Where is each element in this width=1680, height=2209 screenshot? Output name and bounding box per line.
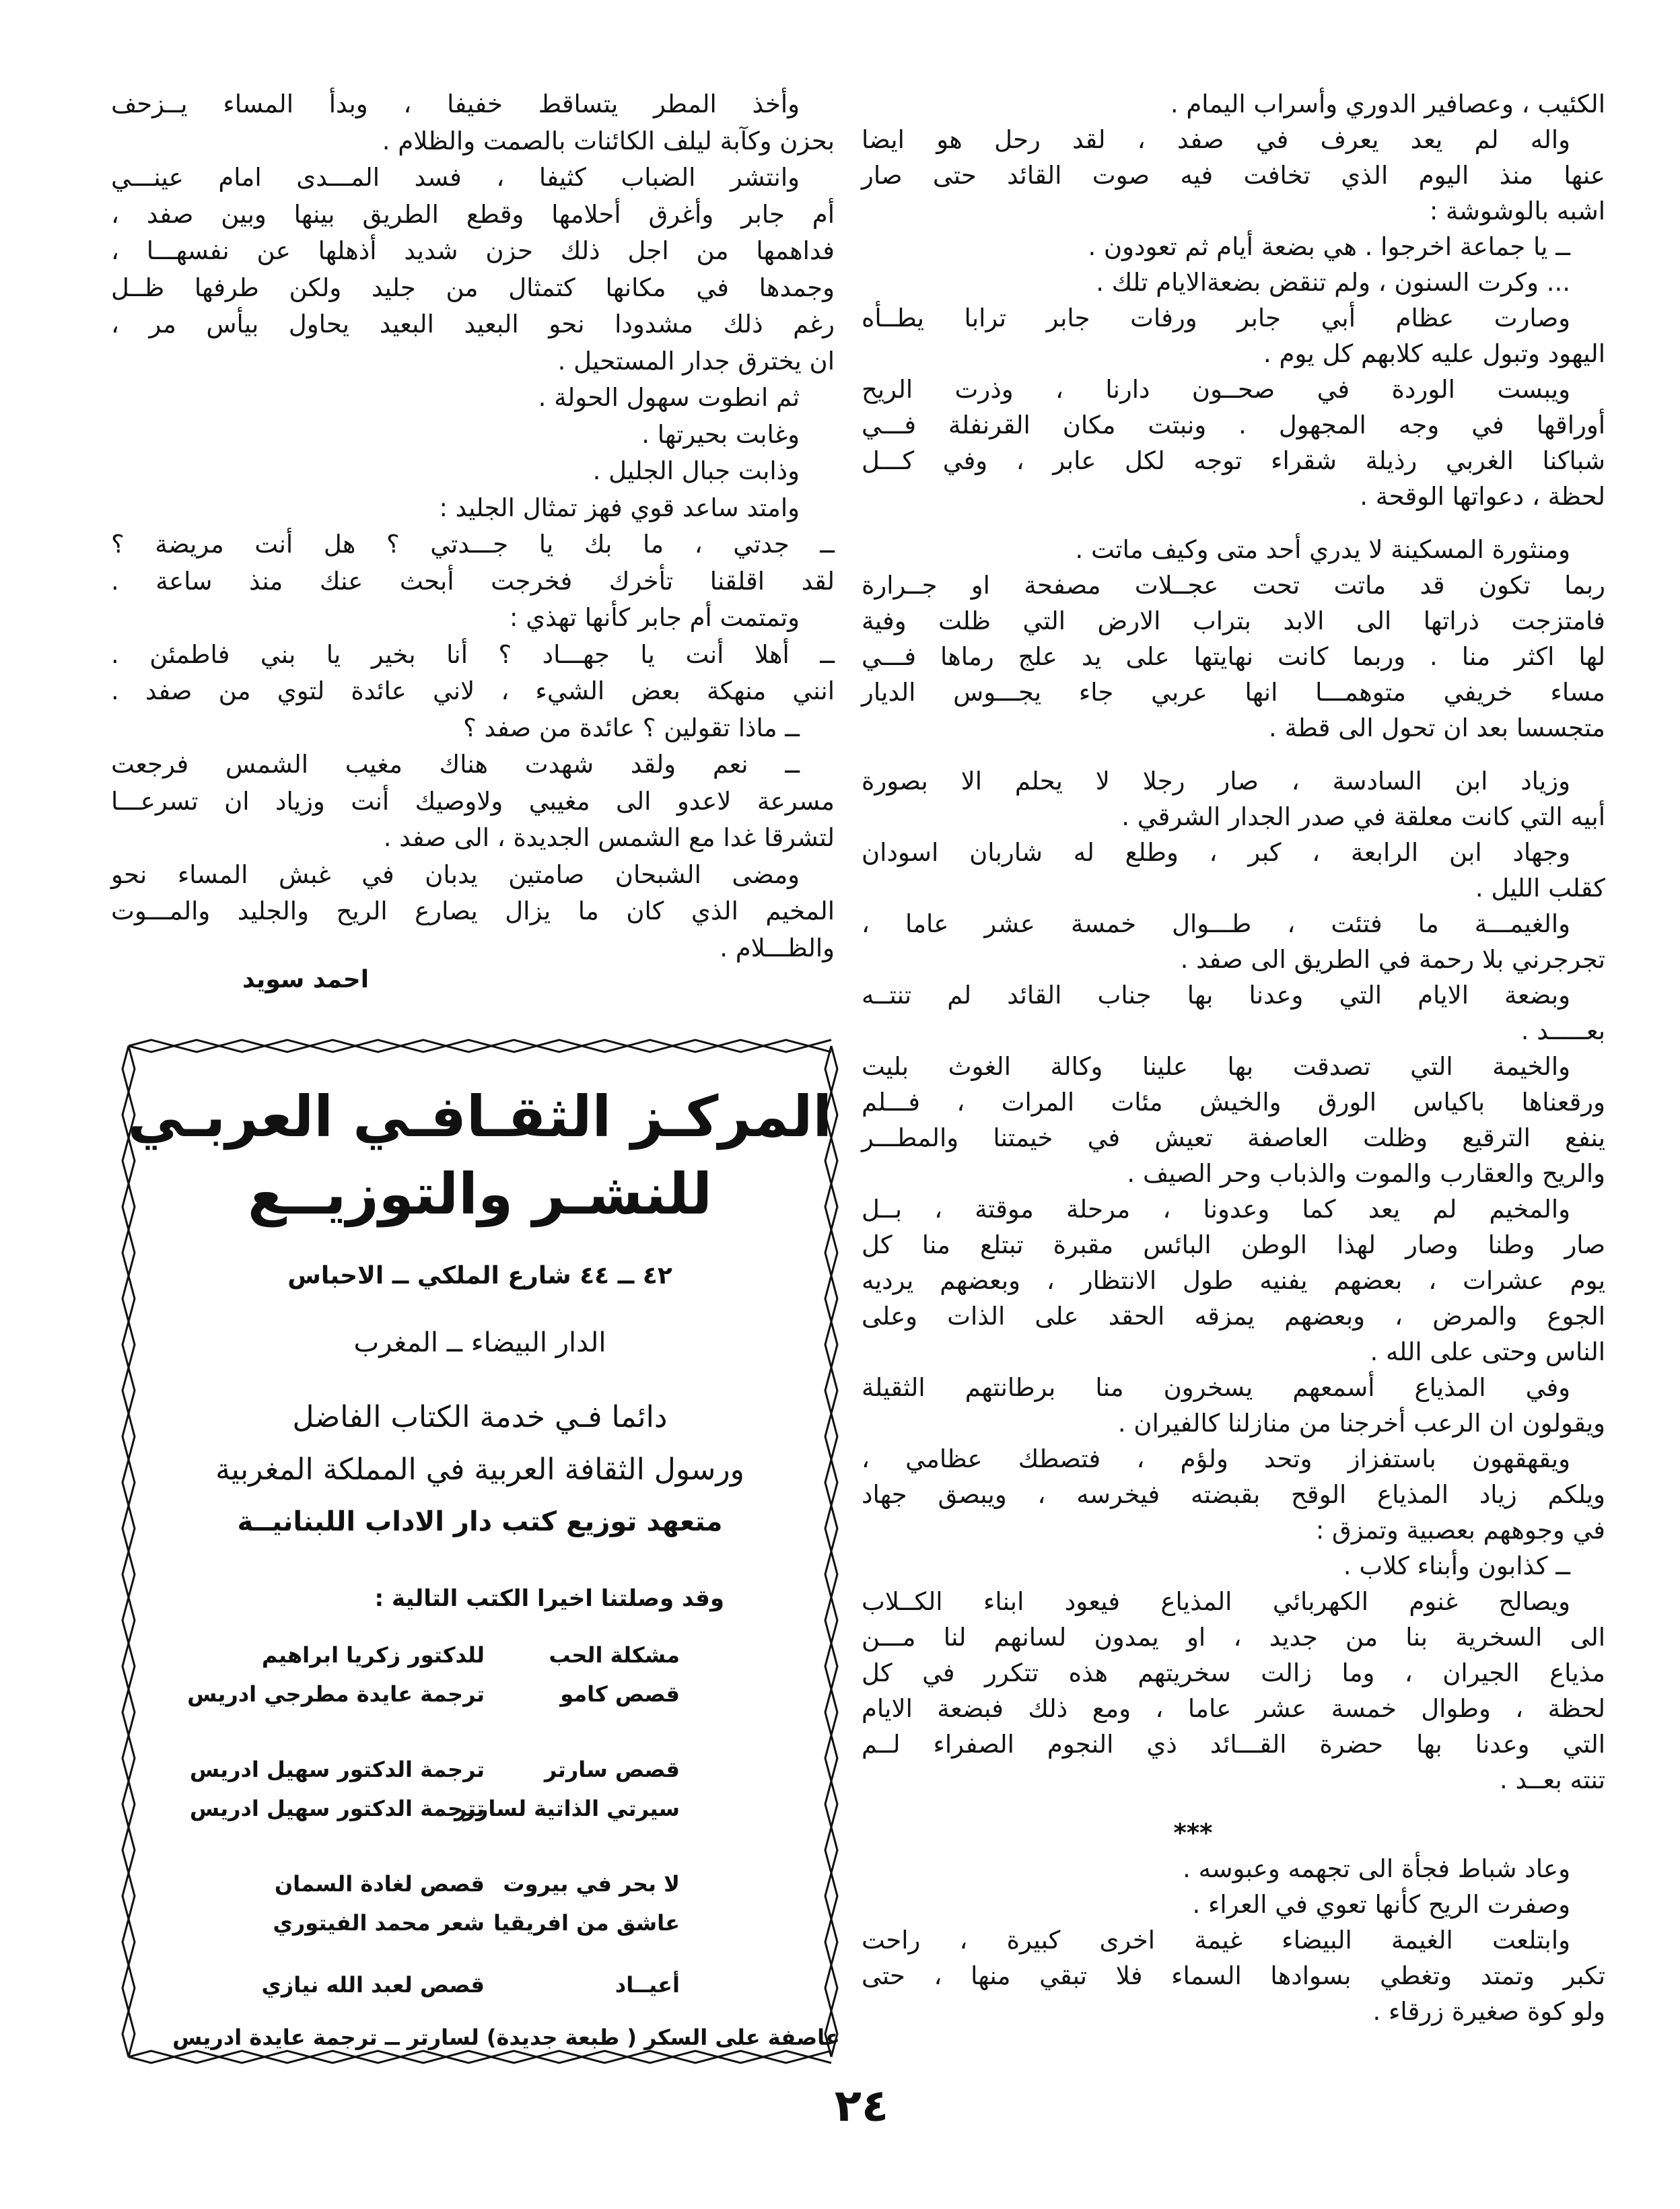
text-line: لتشرقا غدا مع الشمس الجديدة ، الى صفد . [383,823,835,852]
ad-slogan-2: ورسول الثقافة العربية في المملكة المغربية [215,1452,744,1487]
text-line: عنها منذ اليوم الذي تخافت فيه صوت القائد حتى صار [862,161,1605,190]
book-title: لا بحر في بيروت [503,1871,680,1897]
text-line: ــ كذابون وأبناء كلاب . [1343,1551,1570,1580]
book-author: شعر محمد الفيتوري [273,1910,485,1936]
text-line: المخيم الذي كان ما يزال يصارع الريح والجليد والمـــوت [111,897,835,925]
text-line: ويلكم زياد المذياع الوقح بقبضته فيخرسه ، ويبصق جهاد [862,1480,1605,1509]
text-line: ولو كوة صغيرة زرقاء . [1372,1997,1605,2026]
book-item-last: عاصفة على السكر ( طبعة جديدة) لسارتر ــ ترجمة عايدة ادريس [172,2025,840,2050]
book-author: ترجمة الدكتور سهيل ادريس [189,1757,485,1782]
text-line: الى السخرية بنا من جديد ، او يمدون لسانهم لنا مـــن [862,1623,1605,1652]
text-line: والمخيم لم يعد كما وعدونا ، مرحلة موقتة ، بــل [862,1195,1570,1224]
text-line: التي وعدنا بها حضرة القـــائد ذي النجوم الصفراء لــم [862,1730,1605,1759]
text-line: بعـــــد . [1520,1016,1605,1045]
book-author: ترجمة عايدة مطرجي ادريس [187,1681,485,1707]
ad-address: ٤٢ ــ ٤٤ شارع الملكي ــ الاحباس [287,1262,672,1290]
text-line: مساء خريفي متوهمـــا انها عربي جاء يجـــوس الديار [862,678,1605,707]
page-number: ٢٤ [834,2080,889,2132]
text-line: ــ يا جماعة اخرجوا . هي بضعة أيام ثم تعودون . [1088,232,1570,261]
text-line: اليهود وتبول عليه كلابهم كل يوم . [1263,339,1605,368]
text-line: فداهمها من اجل ذلك حزن شديد أذهلها عن نفسهـــا ، [111,236,835,265]
text-line: مذياع الجيران ، وما زالت سخريتهم هذه تتكرر في كل [862,1658,1605,1687]
text-line: ومنثورة المسكينة لا يدري أحد متى وكيف ماتت . [1075,535,1570,564]
text-line: وجمدها في مكانها كتمثال من جليد ولكن طرفها ظــل [111,273,835,302]
text-line: ... وكرت السنون ، ولم تنقض بضعةالايام تلك . [1096,268,1570,297]
text-line: ــ جدتي ، ما بك يا جـــدتي ؟ هل أنت مريضة ؟ [111,530,835,559]
text-line: وجهاد ابن الرابعة ، كبر ، وطلع له شاربان اسودان [862,838,1570,867]
text-line: وانتشر الضباب كثيفا ، فسد المـــدى امام عينـــي [111,163,800,192]
text-line: مسرعة لاعدو الى مغيبي ولاوصيك أنت وزياد ان تسرعـــا [111,786,835,816]
text-line: ربما تكون قد ماتت تحت عجــلات مصفحة او جــرارة [862,571,1605,600]
text-line: ان يخترق جدار المستحيل . [557,346,835,376]
section-separator: *** [1173,1819,1213,1848]
text-line: والخيمة التي تصدقت بها علينا وكالة الغوث بليت [862,1052,1570,1081]
book-author: قصص لعبد الله نيازي [261,1972,485,1998]
book-title: قصص سارتر [544,1757,680,1782]
text-line: ويبست الوردة في صحــون دارنا ، وذرت الريح [862,375,1570,404]
ad-title-line2: للنشـر والتوزيــع [247,1161,712,1227]
text-line: فامتزجت ذراتها الى الابد بتراب الارض التي ظلت وفية [862,606,1605,635]
text-line: وعاد شباط فجأة الى تجهمه وعبوسه . [1183,1854,1570,1883]
article-column-right [862,86,1605,2029]
text-line: انني منهكة بعض الشيء ، لاني عائدة لتوي من صفد . [111,676,835,705]
text-line: لحظة ، دعواتها الوقحة . [1360,482,1605,511]
text-line: وأخذ المطر يتساقط خفيفا ، وبدأ المساء يــزحف [111,90,800,118]
text-line: وذابت جبال الجليل . [592,456,800,485]
author-signature: احمد سويد [242,966,370,993]
book-title: سيرتي الذاتية لسارتر [454,1796,680,1821]
book-title: عاشق من افريقيا [493,1910,680,1936]
ad-slogan-1: دائما فـي خدمة الكتاب الفاضل [292,1400,668,1434]
text-line: والظـــلام . [720,933,835,962]
text-line: لحظة ، وطوال خمسة عشر عاما ، ومع ذلك فبضعة الايام [862,1694,1605,1723]
book-title: أعيــاد [615,1972,680,1998]
text-line: والريح والعقارب والموت والذباب وحر الصيف . [1127,1159,1605,1188]
text-line: أم جابر وأغرق أحلامها وقطع الطريق بينها وبين صفد ، [111,199,835,229]
text-line: تجرجرني بلا رحمة في الطريق الى صفد . [1180,945,1605,974]
ad-books-intro: وقد وصلتنا اخيرا الكتب التالية : [374,1585,724,1612]
text-line: في وجوههم بعصبية وتمزق : [1315,1516,1605,1545]
text-line: كقلب الليل . [1475,874,1605,903]
book-author: ترجمة الدكتور سهيل ادريس [189,1796,485,1821]
text-line: أوراقها في وجه المجهول . ونبتت مكان القرنفلة فـــي [862,411,1605,440]
ad-distributor: متعهد توزيع كتب دار الاداب اللبنانيــة [237,1506,723,1537]
text-line: وبضعة الايام التي وعدنا بها جناب القائد لم تنتــه [862,981,1570,1010]
text-line: يوم عشرات ، بعضهم يفنيه طول الانتظار ، وبعضهم يرديه [862,1266,1605,1295]
book-title: قصص كامو [560,1681,680,1707]
text-line: وغابت بحيرتها . [641,419,800,449]
text-line: متجسسا بعد ان تحول الى قطة . [1269,713,1605,742]
ad-city: الدار البيضاء ــ المغرب [353,1327,606,1358]
text-line: ويقهقهون باستفزاز وتحد ولؤم ، فتصطك عظامي ، [862,1444,1570,1473]
text-line: والغيمـــة ما فتئت ، طـــوال خمسة عشر عاما ، [862,909,1570,938]
text-line: وصارت عظام أبي جابر ورفات جابر ترابا يطــأه [862,304,1570,332]
text-line: تكبر وتمتد وتغطي بسوادها السماء فلا تبقي منها ، حتى [862,1961,1605,1990]
text-line: وتمتمت أم جابر كأنها تهذي : [509,603,800,632]
text-line: الجوع والمرض ، وبعضهم يمزقه الحقد على الذات وعلى [862,1302,1605,1331]
text-line: رغم ذلك مشدودا نحو البعيد البعيد يحاول بيأس مر ، [111,310,835,339]
ad-title-line1: المركـز الثقـافـي العربـي [127,1084,833,1150]
text-line: بحزن وكآبة ليلف الكائنات بالصمت والظلام . [382,126,835,155]
text-line: الناس وحتى على الله . [1370,1337,1605,1366]
text-line: اشبه بالوشوشة : [1429,197,1605,225]
text-line: ورقعناها باكياس الورق والخيش مئات المرات ، فـــلم [862,1088,1605,1117]
text-line: ويصالح غنوم الكهربائي المذياع فيعود ابناء الكــلاب [862,1587,1570,1616]
book-author: قصص لغادة السمان [274,1871,485,1897]
text-line: صار وطنا وصار لهذا الوطن البائس مقبرة تبتلع منا كل [862,1230,1605,1259]
text-line: واله لم يعد يعرف في صفد ، لقد رحل هو ايضا [862,125,1570,154]
text-line: لقد اقلقنا تأخرك فخرجت أبحث عنك منذ ساعة . [111,566,835,596]
text-line: تنته بعــد . [1500,1765,1605,1794]
text-line: وابتلعت الغيمة البيضاء غيمة اخرى كبيرة ، راحت [862,1926,1570,1955]
text-line: أبيه التي كانت معلقة في صدر الجدار الشرقي . [1121,802,1605,831]
text-line: ثم انطوت سهول الحولة . [538,383,800,412]
article-column-left [111,86,835,967]
text-line: لها اكثر منا . وربما كانت نهايتها على يد علج رماها فـــي [862,642,1605,671]
text-line: وفي المذياع أسمعهم يسخرون منا برطانتهم الثقيلة [862,1373,1570,1402]
text-line: وزياد ابن السادسة ، صار رجلا لا يحلم الا بصورة [862,767,1570,796]
text-line: ــ نعم ولقد شهدت هناك مغيب الشمس فرجعت [111,750,800,779]
text-line: ينفع الترقيع وظلت العاصفة تعيش في خيمتنا والمطـــر [862,1123,1605,1152]
text-line: ــ أهلا أنت يا جهـــاد ؟ أنا بخير يا بني فاطمئن . [111,639,835,669]
text-line: وصفرت الريح كأنها تعوي في العراء . [1192,1890,1570,1919]
text-line: شباكنا الغربي رذيلة شقراء توجه لكل عابر ، وفي كـــل [862,446,1605,475]
text-line: ومضى الشبحان صامتين يدبان في غبش المساء نحو [111,860,800,889]
book-author: للدكتور زكريا ابراهيم [261,1642,485,1668]
text-line: وامتد ساعد قوي فهز تمثال الجليد : [439,493,800,522]
text-line: ــ ماذا تقولين ؟ عائدة من صفد ؟ [463,713,800,742]
book-title: مشكلة الحب [549,1642,680,1668]
text-line: ويقولون ان الرعب أخرجنا من منازلنا كالفيران . [1117,1409,1605,1438]
text-line: الكئيب ، وعصافير الدوري وأسراب اليمام . [1170,90,1605,118]
